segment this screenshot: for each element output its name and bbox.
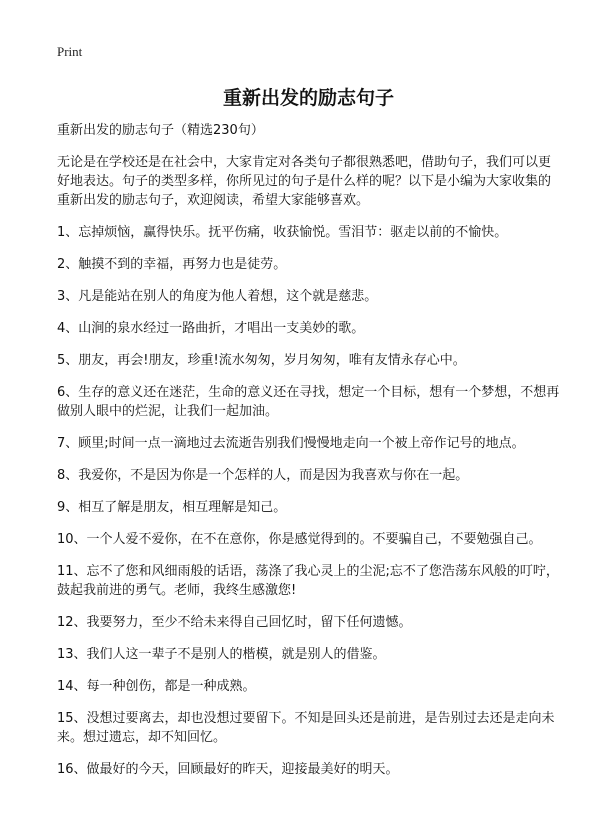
intro-paragraph: 无论是在学校还是在社会中，大家肯定对各类句子都很熟悉吧，借助句子，我们可以更好地表达。句子的类型多样，你所见过的句子是什么样的呢？以下是小编为大家收集的重新出发的励志句子，欢迎阅读，希望大家能够喜欢。 bbox=[57, 155, 552, 208]
page-title: 重新出发的励志句子 bbox=[222, 87, 394, 109]
quote-list bbox=[57, 223, 560, 779]
quote-item-11: 11、忘不了您和风细雨般的话语，荡涤了我心灵上的尘泥;忘不了您浩荡东风般的叮咛，鼓起我前进的勇气。老师，我终生感激您! bbox=[57, 564, 559, 598]
quote-item-10: 10、一个人爱不爱你，在不在意你，你是感觉得到的。不要骗自己，不要勉强自己。 bbox=[57, 532, 542, 547]
quote-item-16: 16、做最好的今天，回顾最好的昨天，迎接最美好的明天。 bbox=[57, 762, 399, 777]
quote-item-2: 2、触摸不到的幸福，再努力也是徒劳。 bbox=[57, 257, 287, 272]
print-link[interactable]: Print bbox=[57, 44, 83, 59]
quote-item-9: 9、相互了解是朋友，相互理解是知己。 bbox=[57, 500, 287, 515]
quote-item-6: 6、生存的意义还在迷茫，生命的意义还在寻找，想定一个目标，想有一个梦想，不想再做别人眼中的烂泥，让我们一起加油。 bbox=[57, 385, 560, 419]
quote-item-15: 15、没想过要离去，却也没想过要留下。不知是回头还是前进，是告别过去还是走向未来。想过遗忘，却不知回忆。 bbox=[57, 711, 555, 745]
quote-item-14: 14、每一种创伤，都是一种成熟。 bbox=[57, 679, 256, 694]
quote-item-4: 4、山涧的泉水经过一路曲折，才唱出一支美妙的歌。 bbox=[57, 321, 365, 336]
quote-item-3: 3、凡是能站在别人的角度为他人着想，这个就是慈悲。 bbox=[57, 289, 378, 304]
quote-item-5: 5、朋友，再会!朋友，珍重!流水匆匆，岁月匆匆，唯有友情永存心中。 bbox=[57, 353, 466, 368]
quote-item-13: 13、我们人这一辈子不是别人的楷模，就是别人的借鉴。 bbox=[57, 647, 386, 662]
quote-item-7: 7、顾里;时间一点一滴地过去流逝告别我们慢慢地走向一个被上帝作记号的地点。 bbox=[57, 436, 525, 451]
quote-item-1: 1、忘掉烦恼，赢得快乐。抚平伤痛，收获愉悦。雪泪节：驱走以前的不愉快。 bbox=[57, 225, 508, 240]
quote-item-12: 12、我要努力，至少不给未来得自己回忆时，留下任何遗憾。 bbox=[57, 615, 412, 630]
quote-item-8: 8、我爱你，不是因为你是一个怎样的人，而是因为我喜欢与你在一起。 bbox=[57, 468, 469, 483]
document-subtitle: 重新出发的励志句子（精选230句） bbox=[57, 123, 264, 138]
